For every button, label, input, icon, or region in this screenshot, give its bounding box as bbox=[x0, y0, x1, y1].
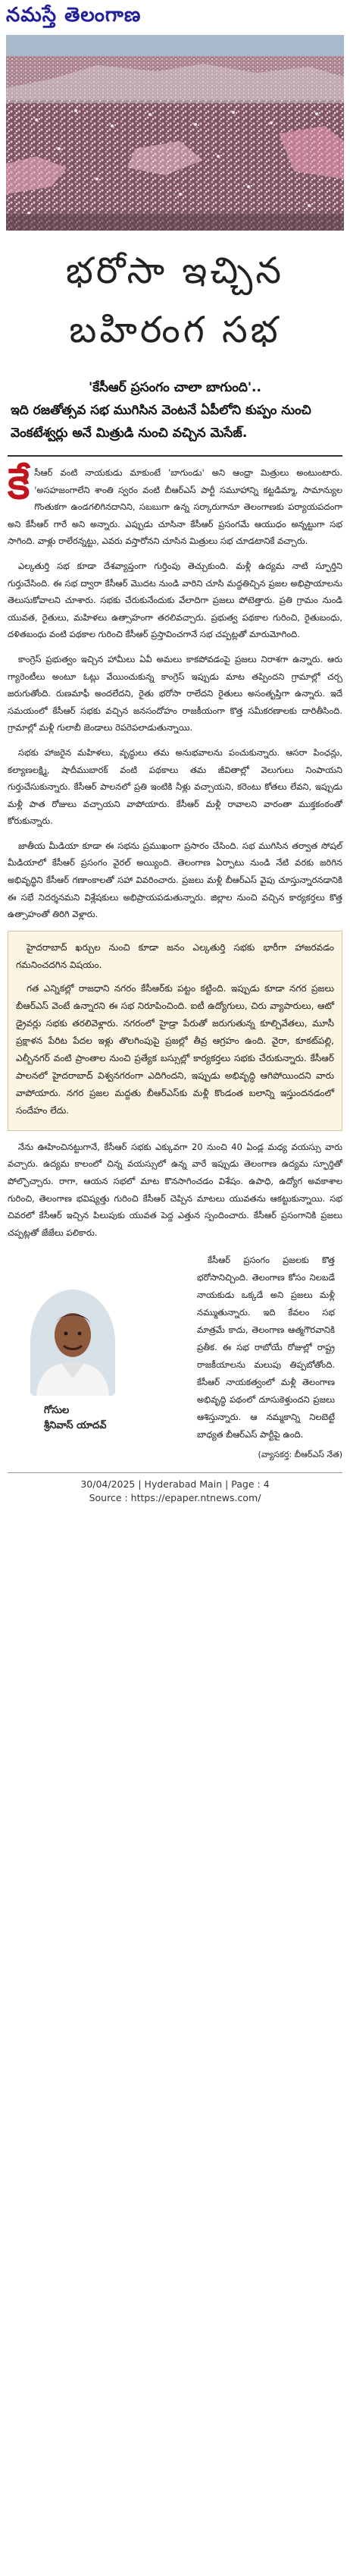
article-paragraph: సభకు హాజరైన మహిళలు, వృద్ధులు తమ అనుభవాలను పంచుకున్నారు. ఆసరా పింఛన్లు, కల్యాణలక్ష్మి, షాదీముబారక్ వంటి పథకాలు తమ జీవితాల్లో వెలుగులు నింపాయని గుర్తుచేసుకున్నారు. కేసీఆర్ పాలనలో ప్రతి ఇంటికి నీళ్లు వచ్చాయని, కరెంటు కోతలు లేవని, ఇప్పుడు మళ్లీ పాత రోజులు వచ్చాయని వాపోయారు. కేసీఆర్ మళ్లీ రావాలని వారంతా ముక్తకంఠంతో కోరుకున్నారు. bbox=[8, 746, 342, 827]
footer bbox=[0, 1478, 350, 1505]
rally-crowd-photo bbox=[6, 35, 344, 231]
footer-source: Source : https://epaper.ntnews.com/ bbox=[89, 1492, 261, 1504]
drop-cap: కే bbox=[8, 459, 30, 509]
article-paragraph: కాంగ్రెస్ ప్రభుత్వం ఇచ్చిన హామీలు ఏవీ అమలు కాకపోవడంపై ప్రజలు నిరాశగా ఉన్నారు. ఆరు గ్యారెంటీలు అంటూ ఓట్లు వేయించుకున్న కాంగ్రెస్ ఇప్పుడు మాట తప్పిందని గ్రామాల్లో చర్చ జరుగుతోంది. రుణమాఫీ అందలేదని, రైతు భరోసా రాలేదని రైతులు అసంతృప్తిగా ఉన్నారు. ఇదే సమయంలో కేసీఆర్ సభకు వచ్చిన జనసందోహం రాజకీయంగా కొత్త సమీకరణాలకు దారితీసింది. గ్రామాల్లో మళ్లీ గులాబీ జెండాలు రెపరెపలాడుతున్నాయి. bbox=[8, 653, 342, 734]
byline: (వ్యాసకర్త: బీఆర్ఎస్ నేత) bbox=[258, 1450, 342, 1460]
author-section bbox=[8, 1252, 342, 1444]
paragraph-text: సీఆర్ వంటి నాయకుడు మాకుంటే 'బాగుండు' అని ఆంధ్రా మిత్రులు అంటుంటారు. 'అసహజంగాలేని శాంతి స్వరం వంటి బీఆర్ఎస్ పార్టీ సమూహాన్ని కట్టడిమ్మా, సామాన్యుల గొంతుకగా ఉండగలిగినదానిని, సబబుగా ఉన్న సర్కారుగానూ తెలంగాణకు పర్యాయపదంగా అని కేసీఆర్ గారే అని అన్నారు. ఎప్పుడు చూసినా కేసీఆర్ ప్రసంగమే ఆయుధం అన్నట్టుగా సభ సాగింది. వాళ్లు రాలేరన్నట్టు, ఎవరు వస్తారోనని చూసిన మిత్రులు సభ చూడటానికే వచ్చారు. bbox=[8, 467, 342, 547]
article-paragraph bbox=[8, 459, 342, 550]
headline-line-1: భరోసా ఇచ్చిన bbox=[65, 250, 285, 292]
footer-divider bbox=[8, 1472, 342, 1473]
author-photo bbox=[30, 1290, 115, 1396]
highlight-paragraph: గత ఎన్నికల్లో రాజధాని నగరం కేసీఆర్‌కు పట్టం కట్టింది. ఇప్పుడు కూడా నగర ప్రజలు బీఆర్ఎస్ వెంటే ఉన్నారని ఈ సభ నిరూపించింది. ఐటీ ఉద్యోగులు, చిరు వ్యాపారులు, ఆటో డ్రైవర్లు సభకు తరలివెళ్లారు. నగరంలో హైడ్రా పేరుతో జరుగుతున్న కూల్చివేతలు, మూసీ ప్రక్షాళన పేరిట పేదల ఇళ్లు తొలగింపుపై ప్రజల్లో తీవ్ర ఆగ్రహం ఉంది. వైరా, కూకట్‌పల్లి, ఎల్బీనగర్ వంటి ప్రాంతాల నుంచి ప్రత్యేక బస్సుల్లో కార్యకర్తలు సభకు చేరుకున్నారు. కేసీఆర్ పాలనలో హైదరాబాద్ విశ్వనగరంగా ఎదిగిందని, ఇప్పుడు అభివృద్ధి ఆగిపోయిందని వారు వాపోయారు. నగర ప్రజల మద్దతు బీఆర్ఎస్‌కు మళ్లీ కొండంత బలాన్ని ఇస్తుందనడంలో సందేహం లేదు. bbox=[16, 982, 334, 1116]
crowd-image bbox=[6, 35, 344, 231]
highlight-box bbox=[8, 931, 342, 1131]
author-name-line-1: గోసుల bbox=[44, 1405, 70, 1417]
article-body bbox=[8, 459, 342, 923]
avatar bbox=[30, 1290, 115, 1396]
headline bbox=[8, 241, 342, 360]
article-continuation bbox=[8, 1139, 342, 1242]
article-paragraph: జాతీయ మీడియా కూడా ఈ సభను ప్రముఖంగా ప్రసారం చేసింది. సభ ముగిసిన తర్వాత సోషల్ మీడియాలో కేసీఆర్ ప్రసంగం వైరల్ అయ్యింది. తెలంగాణ ఏర్పాటు నుండి నేటి వరకు జరిగిన అభివృద్ధిని కేసీఆర్ గణాంకాలతో సహా వివరించారు. ప్రజలు మళ్లీ బీఆర్ఎస్ వైపు చూస్తున్నారనడానికి ఈ సభే నిదర్శనమని విశ్లేషకులు అభిప్రాయపడుతున్నారు. జిల్లాల నుంచి వచ్చిన కార్యకర్తలు కొత్త ఉత్సాహంతో తిరిగి వెళ్లారు. bbox=[8, 840, 342, 920]
article-paragraph: నేను ఊహించినట్టుగానే, కేసీఆర్ సభకు ఎక్కువగా 20 నుంచి 40 ఏండ్ల మధ్య వయస్సు వారు వచ్చారు. ఉద్యమ కాలంలో చిన్న వయస్సులో ఉన్న వారే ఇప్పుడు తెలంగాణ ఉద్యమ స్ఫూర్తితో పోల్చొచ్చారు. రాగా, ఆయన సభలో మాట కొనసాగించడం విశేషం. ఉపాధి, ఉద్యోగ అవకాశాల గురించి, తెలంగాణ భవిష్యత్తు గురించి కేసీఆర్ చెప్పిన మాటలు యువతను ఆకట్టుకున్నాయి. సభ చివరలో కేసీఆర్ ఇచ్చిన పిలుపుకు యువత పెద్ద ఎత్తున స్పందించారు. కేసీఆర్ ప్రసంగానికి ప్రజలు చప్పట్లతో జేజేలు పలికారు. bbox=[8, 1141, 342, 1238]
highlight-paragraph: హైదరాబాద్ ఖర్చుల నుంచి కూడా జనం ఎల్కతుర్తి సభకు భారీగా హాజరవడం గమనించదగిన విషయం. bbox=[16, 941, 334, 970]
subheadline bbox=[11, 376, 339, 445]
article-paragraph: ఎల్కతుర్తి సభ కూడా దేశవ్యాప్తంగా గుర్తింపు తెచ్చుకుంది. మళ్లీ ఉద్యమ నాటి స్ఫూర్తిని గుర్తుచేసింది. ఈ సభ ద్వారా కేసీఆర్ మొదట నుండి వారిని చూసి మద్దతిచ్చిన ప్రజల అభిప్రాయాలను తెలుసుకోవాలని చూశారు. సభకు చేరుకునేందుకు వేలాదిగా ప్రజలు పోటెత్తారు. ప్రతి గ్రామం నుండి యువత, రైతులు, మహిళలు ఉత్సాహంగా తరలివచ్చారు. ప్రభుత్వ పథకాల గురించి, రైతుబంధు, దళితబంధు వంటి పథకాల గురించి కేసీఆర్ ప్రస్తావించగానే సభ చప్పట్లతో మారుమోగింది. bbox=[8, 560, 342, 640]
author-name bbox=[44, 1403, 197, 1434]
section-divider bbox=[8, 455, 342, 457]
headline-line-2: బహిరంగ సభ bbox=[69, 309, 281, 351]
closing-paragraph: కేసీఆర్ ప్రసంగం ప్రజలకు కొత్త భరోసానిచ్చింది. తెలంగాణ కోసం నిలబడే నాయకుడు ఒక్కడే అని ప్రజలు మళ్లీ నమ్ముతున్నారు. ఇది కేవలం సభ మాత్రమే కాదు, తెలంగాణ ఆత్మగౌరవానికి ప్రతీక. ఈ సభ రాబోయే రోజుల్లో రాష్ట్ర రాజకీయాలను మలుపు తిప్పబోతోంది. కేసీఆర్ నాయకత్వంలో మళ్లీ తెలంగాణ అభివృద్ధి పథంలో దూసుకెళ్తుందని ప్రజలు ఆశిస్తున్నారు. ఆ నమ్మకాన్ని నిలబెట్టే బాధ్యత బీఆర్ఎస్ పార్టీపై ఉంది. bbox=[197, 1255, 335, 1440]
author-block bbox=[8, 1252, 197, 1444]
subhead-text: ఇది రజతోత్సవ సభ ముగిసిన వెంటనే ఏపీలోని కుప్పం నుంచి వెంకటేశ్వర్లు అనే మిత్రుడి నుంచి వచ్చిన మెసేజ్. bbox=[11, 403, 311, 441]
masthead bbox=[0, 0, 350, 35]
subhead-quote: 'కేసీఆర్ ప్రసంగం చాలా బాగుంది'.. bbox=[89, 380, 261, 395]
author-name-line-2: శ్రీనివాస్ యాదవ్ bbox=[44, 1420, 107, 1432]
footer-edition: 30/04/2025 | Hyderabad Main | Page : 4 bbox=[80, 1478, 270, 1491]
newspaper-title: నమస్తే తెలంగాణ bbox=[6, 4, 142, 27]
closing-column bbox=[197, 1252, 335, 1444]
